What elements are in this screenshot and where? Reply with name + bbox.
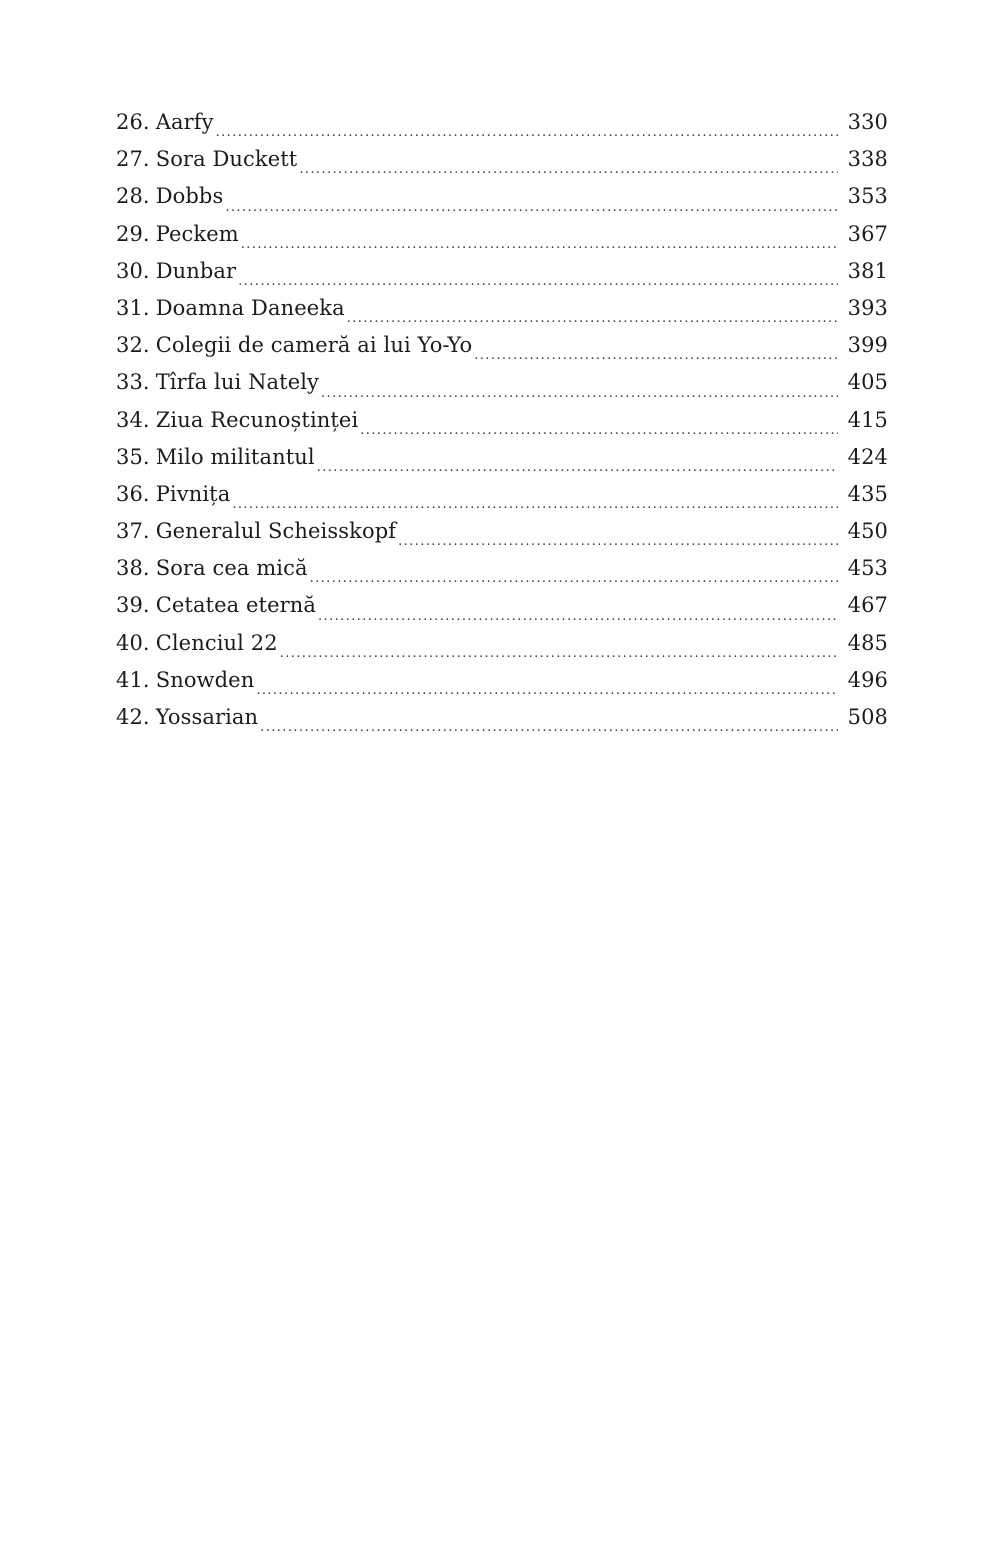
toc-entry-title-text: Aarfy — [155, 110, 214, 134]
toc-entry-number: 30. — [116, 258, 150, 283]
toc-entry-number: 34. — [116, 407, 150, 432]
toc-entry — [116, 593, 888, 630]
toc-entry-title — [116, 333, 472, 357]
toc-entry — [116, 296, 888, 333]
toc-dot-leader — [347, 311, 838, 326]
toc-entry-page: 353 — [847, 184, 888, 209]
toc-entry-title — [116, 110, 214, 134]
toc-entry — [116, 519, 888, 556]
toc-entry-title — [116, 147, 297, 171]
toc-dot-leader — [238, 274, 838, 289]
toc-entry — [116, 259, 888, 296]
toc-entry-page: 330 — [847, 110, 888, 134]
toc-dot-leader — [317, 460, 838, 475]
toc-entry-title — [116, 705, 258, 729]
toc-dot-leader — [321, 386, 838, 401]
toc-entry-title-text: Dobbs — [155, 184, 224, 209]
toc-entry-page: 424 — [847, 444, 888, 469]
toc-entry-number: 35. — [116, 444, 150, 469]
toc-entry-title — [116, 556, 308, 580]
toc-entry-title — [116, 222, 239, 246]
toc-entry-title-text: Peckem — [155, 221, 239, 246]
toc-entry-number: 33. — [116, 370, 150, 395]
toc-entry-number: 39. — [116, 593, 150, 618]
toc-entry-page: 450 — [847, 519, 888, 544]
toc-entry-title — [116, 668, 254, 692]
toc-entry — [116, 445, 888, 482]
toc-entry-title — [116, 296, 345, 320]
toc-entry-page: 508 — [847, 705, 888, 729]
toc-entry — [116, 110, 888, 147]
toc-entry-title — [116, 482, 230, 506]
toc-entry-title-text: Dunbar — [155, 258, 237, 283]
toc-entry — [116, 705, 888, 742]
toc-entry — [116, 556, 888, 593]
toc-entry-page: 399 — [847, 333, 888, 358]
toc-entry-title — [116, 408, 358, 432]
toc-entry-title-text: Sora Duckett — [155, 147, 298, 172]
toc-entry-number: 37. — [116, 519, 150, 544]
toc-entry-title-text: Colegii de cameră ai lui Yo-Yo — [155, 333, 473, 358]
toc-entry — [116, 184, 888, 221]
toc-entry-number: 32. — [116, 333, 150, 358]
toc-entry-title-text: Milo militantul — [155, 444, 315, 469]
toc-entry-number: 31. — [116, 295, 150, 320]
toc-entry — [116, 333, 888, 370]
toc-entry-number: 27. — [116, 147, 150, 172]
toc-entry-page: 415 — [847, 407, 888, 432]
toc-entry-title-text: Tîrfa lui Nately — [155, 370, 320, 395]
toc-entry-title — [116, 593, 316, 617]
toc-entry-page: 381 — [847, 258, 888, 283]
toc-entry-title-text: Ziua Recunoștinței — [155, 407, 359, 432]
toc-entry-number: 28. — [116, 184, 150, 209]
toc-entry-number: 40. — [116, 630, 150, 655]
toc-entry-page: 467 — [847, 593, 888, 618]
toc-dot-leader — [232, 497, 838, 512]
toc-entry-number: 26. — [116, 110, 150, 134]
toc-entry — [116, 147, 888, 184]
toc-entry-number: 38. — [116, 556, 150, 581]
toc-entry-title-text: Yossarian — [155, 705, 259, 729]
toc-dot-leader — [216, 125, 838, 140]
toc-entry — [116, 668, 888, 705]
toc-dot-leader — [225, 200, 838, 215]
toc-entry-title-text: Snowden — [155, 667, 255, 692]
toc-entry-title-text: Pivnița — [155, 481, 231, 506]
toc-dot-leader — [260, 720, 838, 735]
toc-dot-leader — [360, 423, 838, 438]
toc-entry-page: 367 — [847, 221, 888, 246]
toc-entry — [116, 222, 888, 259]
toc-dot-leader — [280, 646, 838, 661]
toc-entry-title — [116, 445, 315, 469]
toc-entry-page: 453 — [847, 556, 888, 581]
toc-entry — [116, 482, 888, 519]
toc-entry-title-text: Clenciul 22 — [155, 630, 278, 655]
toc-entry-page: 338 — [847, 147, 888, 172]
toc-dot-leader — [299, 162, 838, 177]
toc-dot-leader — [474, 348, 838, 363]
toc-entry-title — [116, 631, 278, 655]
toc-entry-page: 485 — [847, 630, 888, 655]
toc-entry-title-text: Generalul Scheisskopf — [155, 519, 397, 544]
toc-entry-number: 42. — [116, 705, 150, 729]
toc-entry-page: 393 — [847, 295, 888, 320]
toc-entry-title-text: Cetatea eternă — [155, 593, 316, 618]
toc-entry — [116, 631, 888, 668]
toc-entry-title-text: Doamna Daneeka — [155, 295, 345, 320]
table-of-contents — [116, 110, 888, 742]
toc-entry-page: 405 — [847, 370, 888, 395]
toc-entry-title — [116, 259, 236, 283]
toc-entry-page: 435 — [847, 481, 888, 506]
toc-dot-leader — [398, 534, 838, 549]
toc-dot-leader — [256, 683, 838, 698]
toc-dot-leader — [241, 237, 838, 252]
toc-dot-leader — [310, 571, 838, 586]
toc-entry-title-text: Sora cea mică — [155, 556, 308, 581]
toc-dot-leader — [318, 609, 838, 624]
toc-entry-number: 41. — [116, 667, 150, 692]
toc-entry — [116, 370, 888, 407]
toc-entry-title — [116, 519, 396, 543]
toc-entry-title — [116, 370, 319, 394]
toc-entry-title — [116, 184, 223, 208]
toc-entry-number: 29. — [116, 221, 150, 246]
toc-entry-page: 496 — [847, 667, 888, 692]
toc-entry — [116, 408, 888, 445]
toc-entry-number: 36. — [116, 481, 150, 506]
